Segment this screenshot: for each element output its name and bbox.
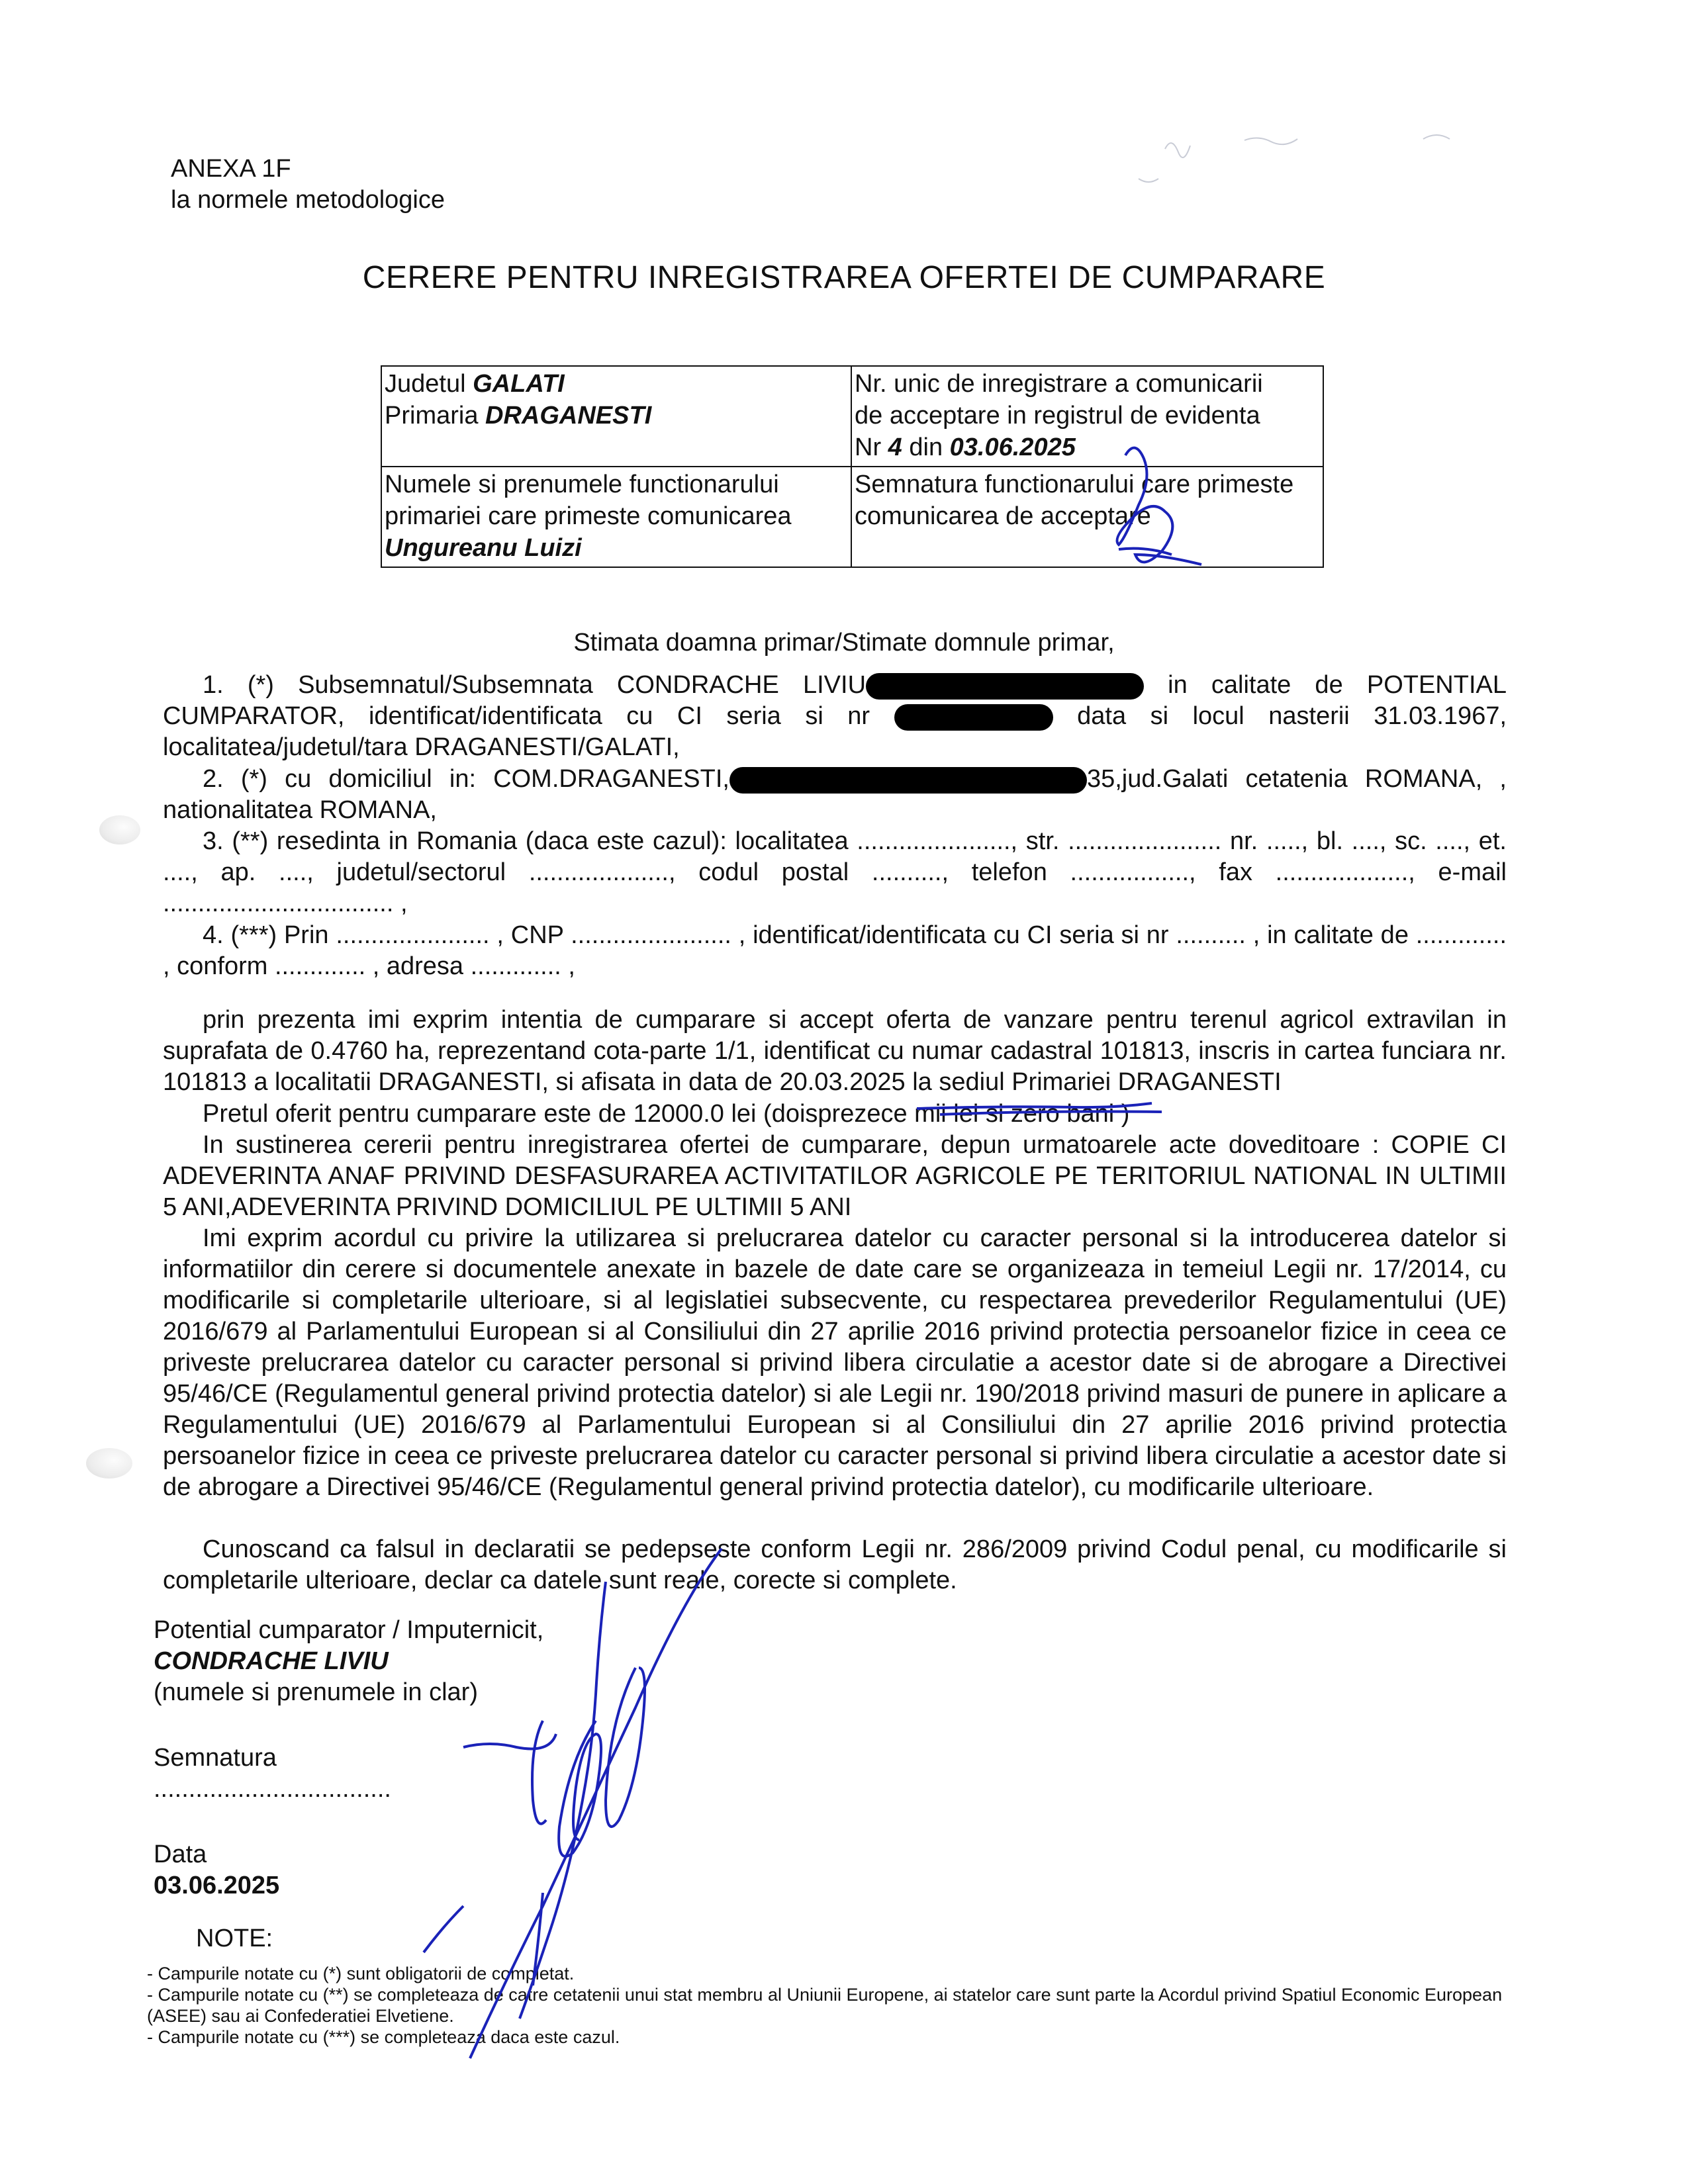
annex-label: ANEXA 1F [171,155,291,183]
item-1-birth: data si locul nasterii 31.03.1967, localitatea/judetul/tara DRAGANESTI/GALATI, [163,702,1507,761]
registration-nr-label: Nr [855,433,882,461]
paragraph-intent-text: prin prezenta imi exprim intentia de cumparare si accept oferta de vanzare pentru terenul agricol extravilan in suprafata de 0.4760 ha, reprezentand cota-parte 1/1, identificat cu numar cadastral 101813, inscris in cartea funciara nr. 101813 a localitatii DRAGANESTI, si afisata in data de 20.03.2025 la sediul Primariei DRAGANESTI [163,1006,1507,1096]
item-2-address: 2. (*) cu domiciliul in: COM.DRAGANESTI, [203,765,729,793]
notes-title: NOTE: [196,1925,273,1952]
paragraph-intent [163,1005,1507,1098]
paragraph-documents [163,1130,1507,1223]
item-4-text: 4. (***) Prin ...................... , CNP ....................... , identificat/identificata cu CI seria si nr .......... , in calitate de ............. , conform ............. , adresa ............. , [163,921,1507,980]
registration-number-line [855,432,1320,463]
official-signature-line-2: comunicarea de acceptare [855,502,1151,530]
item-1 [163,670,1507,763]
item-2-citizenship: 35,jud.Galati cetatenia ROMANA, , nationalitatea ROMANA, [163,765,1507,824]
item-1-name: 1. (*) Subsemnatul/Subsemnata CONDRACHE LIVIU [203,671,867,699]
buyer-name-hint: (numele si prenumele in clar) [154,1678,478,1706]
official-line-1: Numele si prenumele functionarului [385,471,779,498]
redaction-bar [729,767,1087,794]
registration-din: din [909,433,943,461]
official-line-2: primariei care primeste comunicarea [385,502,792,530]
official-signature-cell [851,467,1323,567]
salutation: Stimata doamna primar/Stimate domnule primar, [573,629,1115,657]
item-4 [163,920,1507,982]
registration-line-1: Nr. unic de inregistrare a comunicarii [855,370,1263,398]
official-name: Ungureanu Luizi [385,534,582,562]
registration-row-2 [381,467,1323,567]
registration-nr: 4 [888,433,902,461]
paragraph-documents-text: In sustinerea cererii pentru inregistrarea ofertei de cumparare, depun urmatoarele acte doveditoare : COPIE CI ADEVERINTA ANAF PRIVIND DESFASURAREA ACTIVITATILOR AGRICOLE PE TERITORIUL NATIONAL IN ULTIMII 5 ANI,ADEVERINTA PRIVIND DOMICILIUL PE ULTIMII 5 ANI [163,1131,1507,1221]
paragraph-consent-text: Imi exprim acordul cu privire la utilizarea si prelucrarea datelor cu caracter personal si la introducerea datelor si informatiilor din cerere si documentele anexate in bazele de date care se organizeaza in temeiul Legii nr. 17/2014, cu modificarile si completarile ulterioare, si al legislatiei subsecvente, cu respectarea prevederilor Regulamentului (UE) 2016/679 al Parlamentului European si al Consiliului din 27 aprilie 2016 privind protectia persoanelor fizice in ceea ce priveste prelucrarea datelor cu caracter personal si privind libera circulatie a acestor date si de abrogare a Directivei 95/46/CE (Regulamentul general privind protectia datelor) si ale Legii nr. 190/2018 privind masuri de punere in aplicare a Regulamentului (UE) 2016/679 al Parlamentului European si al Consiliului din 27 aprilie 2016 privind protectia persoanelor fizice in ceea ce priveste prelucrarea datelor cu caracter personal si privind libera circulatie a acestor date si de abrogare a Directivei 95/46/CE (Regulamentul general privind protectia datelor), cu modificarile ulterioare. [163,1224,1507,1501]
city-hall-value: DRAGANESTI [485,402,652,430]
redaction-bar [866,673,1144,700]
official-cell [381,467,851,567]
buyer-name: CONDRACHE LIVIU [154,1647,389,1675]
date-label: Data [154,1841,207,1868]
punch-hole-top [99,815,140,844]
registration-table [381,365,1324,568]
date-value: 03.06.2025 [154,1872,280,1899]
pencil-scribble [1139,135,1450,182]
paragraph-consent [163,1223,1507,1503]
registration-date: 03.06.2025 [949,433,1076,461]
signature-dots: .................................. [154,1775,391,1803]
note-1: - Campurile notate cu (*) sunt obligatorii de completat. [147,1964,575,1983]
item-1-capacity: in calitate de POTENTIAL CUMPARATOR, identificat/identificata cu CI seria si nr [163,671,1507,730]
registration-number-cell [851,366,1323,467]
paragraph-price-text: Pretul oferit pentru cumparare este de 12000.0 lei (doisprezece mii lei si zero bani ) [203,1100,1130,1128]
signature-label: Semnatura [154,1744,277,1772]
paragraph-declaration-text: Cunoscand ca falsul in declaratii se pedepseste conform Legii nr. 286/2009 privind Codul penal, cu modificarile si completarile ulterioare, declar ca datele sunt reale, corecte si complete. [163,1535,1507,1594]
buyer-role: Potential cumparator / Imputernicit, [154,1616,544,1644]
redaction-bar [894,704,1053,731]
official-signature-line-1: Semnatura functionarului care primeste [855,471,1294,498]
note-2: - Campurile notate cu (**) se completeaza de catre cetatenii unui stat membru al Uniunii Europene, ai statelor care sunt parte la Acordul privind Spatiul Economic European (ASEE) sau ai Confederatiei Elvetiene. [147,1985,1503,2026]
punch-hole-bottom [86,1448,132,1479]
item-3 [163,826,1507,919]
item-3-text: 3. (**) resedinta in Romania (daca este cazul): localitatea ......................, str. ...................... nr. ....., bl. ...., sc. ...., et. ...., ap. ...., judetul/sectorul ...................., codul postal .........., telefon ................., fax ..................., e-mail ................................. , [163,827,1507,917]
document-title: CERERE PENTRU INREGISTRAREA OFERTEI DE CUMPARARE [362,260,1326,295]
paragraph-declaration [163,1534,1507,1596]
item-2 [163,764,1507,826]
paragraph-price [163,1099,1507,1130]
city-hall-label: Primaria [385,402,479,430]
county-value: GALATI [473,370,565,398]
registration-line-2: de acceptare in registrul de evidenta [855,402,1260,430]
annex-subtitle: la normele metodologice [171,186,445,214]
note-3: - Campurile notate cu (***) se completeaza daca este cazul. [147,2027,620,2047]
annex-header [171,154,445,216]
registration-row-1 [381,366,1323,467]
county-cell [381,366,851,467]
buyer-signature-block [154,1615,543,1901]
county-label: Judetul [385,370,466,398]
